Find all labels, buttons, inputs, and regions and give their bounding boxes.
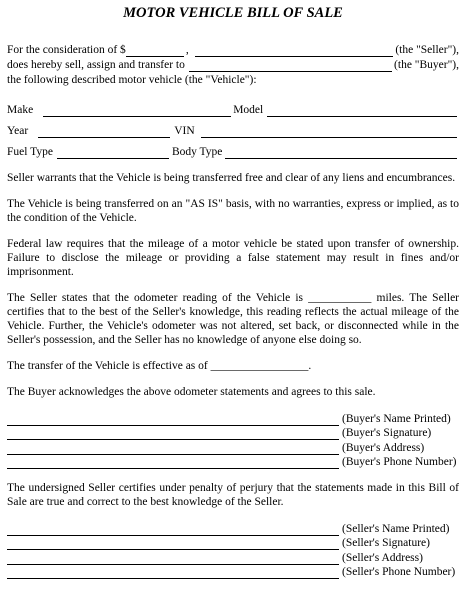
buyer-role-label: (the "Buyer"),	[394, 59, 459, 71]
seller-signature-row	[7, 550, 459, 565]
buyer-signature-field[interactable]	[7, 428, 339, 440]
buyer-signature-row	[7, 426, 459, 441]
odometer-text-end: miles. The Seller certifies that to the best of the Seller's knowledge, this reading reflects the actual mileage of the Vehicle. Further, the Vehicle's odometer was not altered, set back, or disconnected while in the Seller's possession, and the Seller has no knowledge of anyone else doing so.	[7, 292, 460, 346]
seller-signature-field[interactable]	[7, 524, 339, 536]
buyer-acknowledgement: The Buyer acknowledges the above odometer statements and agrees to this sale.	[7, 386, 376, 398]
seller-certification: The undersigned Seller certifies under penalty of perjury that the statements made in this Bill of Sale are true and correct to the best knowledge of the Seller.	[7, 482, 459, 508]
vin-label: VIN	[174, 125, 195, 137]
buyer-signature-label: (Buyer's Phone Number)	[342, 456, 457, 468]
year-label: Year	[7, 125, 29, 137]
year-vin-row	[7, 117, 459, 138]
make-model-row	[7, 97, 459, 117]
consideration-line	[7, 42, 459, 57]
make-label: Make	[7, 104, 34, 116]
seller-signature-label: (Seller's Signature)	[342, 537, 430, 549]
transfer-line	[7, 57, 459, 72]
seller-signature-label: (Seller's Address)	[342, 551, 423, 564]
make-field[interactable]	[43, 105, 231, 117]
seller-signature-row	[7, 565, 459, 580]
seller-name-field[interactable]	[195, 45, 394, 57]
body-type-field[interactable]	[225, 147, 457, 159]
model-label: Model	[233, 104, 264, 116]
as-is-paragraph: The Vehicle is being transferred on an "AS IS" basis, with no warranties, express or implied, as to the condition of the Vehicle.	[7, 198, 459, 224]
vehicle-description-line	[7, 72, 459, 87]
warranty-paragraph: Seller warrants that the Vehicle is being transferred free and clear of any liens and encumbrances.	[7, 172, 456, 184]
fuel-type-label: Fuel Type	[7, 146, 53, 158]
buyer-signature-field[interactable]	[7, 414, 339, 426]
effective-date-paragraph	[7, 359, 459, 373]
vehicle-description-label: the following described motor vehicle (the "Vehicle"):	[7, 74, 257, 86]
fuel-body-row	[7, 138, 459, 159]
seller-signature-block	[7, 521, 459, 579]
seller-signature-field[interactable]	[7, 553, 339, 565]
buyer-signature-row	[7, 440, 459, 455]
odometer-paragraph	[7, 291, 459, 347]
seller-signature-row	[7, 521, 459, 536]
body-type-label: Body Type	[171, 146, 223, 158]
buyer-signature-label: (Buyer's Address)	[342, 441, 425, 454]
buyer-signature-block	[7, 411, 459, 469]
seller-signature-label: (Seller's Phone Number)	[342, 566, 456, 578]
fuel-type-field[interactable]	[57, 147, 169, 159]
model-field[interactable]	[267, 105, 457, 117]
federal-law-paragraph: Federal law requires that the mileage of a motor vehicle be stated upon transfer of ownership. Failure to disclose the mileage or providing a false statement may result in fines and/or imprisonment.	[7, 238, 459, 278]
buyer-signature-label: (Buyer's Name Printed)	[342, 412, 451, 425]
seller-signature-label: (Seller's Name Printed)	[342, 522, 450, 535]
document-title: MOTOR VEHICLE BILL OF SALE	[123, 5, 343, 21]
buyer-signature-row	[7, 411, 459, 426]
odometer-reading-field[interactable]: ___________	[308, 292, 372, 304]
buyer-name-field[interactable]	[189, 60, 392, 72]
effective-text: The transfer of the Vehicle is effective as of	[7, 360, 208, 372]
seller-signature-row	[7, 536, 459, 551]
effective-date-field[interactable]: _________________.	[210, 360, 312, 372]
seller-signature-field[interactable]	[7, 567, 339, 579]
buyer-signature-field[interactable]	[7, 457, 339, 469]
consideration-amount-field[interactable]	[126, 45, 184, 57]
odometer-text-start: The Seller states that the odometer reading of the Vehicle is	[7, 292, 304, 304]
buyer-signature-row	[7, 455, 459, 470]
buyer-signature-field[interactable]	[7, 443, 339, 455]
buyer-signature-label: (Buyer's Signature)	[342, 427, 432, 439]
year-field[interactable]	[38, 126, 170, 138]
vin-field[interactable]	[201, 126, 457, 138]
consideration-separator: ,	[185, 44, 189, 56]
seller-role-label: (the "Seller"),	[395, 44, 459, 56]
seller-signature-field[interactable]	[7, 538, 339, 550]
transfer-label: does hereby sell, assign and transfer to	[7, 59, 185, 71]
consideration-label: For the consideration of $	[7, 44, 126, 56]
